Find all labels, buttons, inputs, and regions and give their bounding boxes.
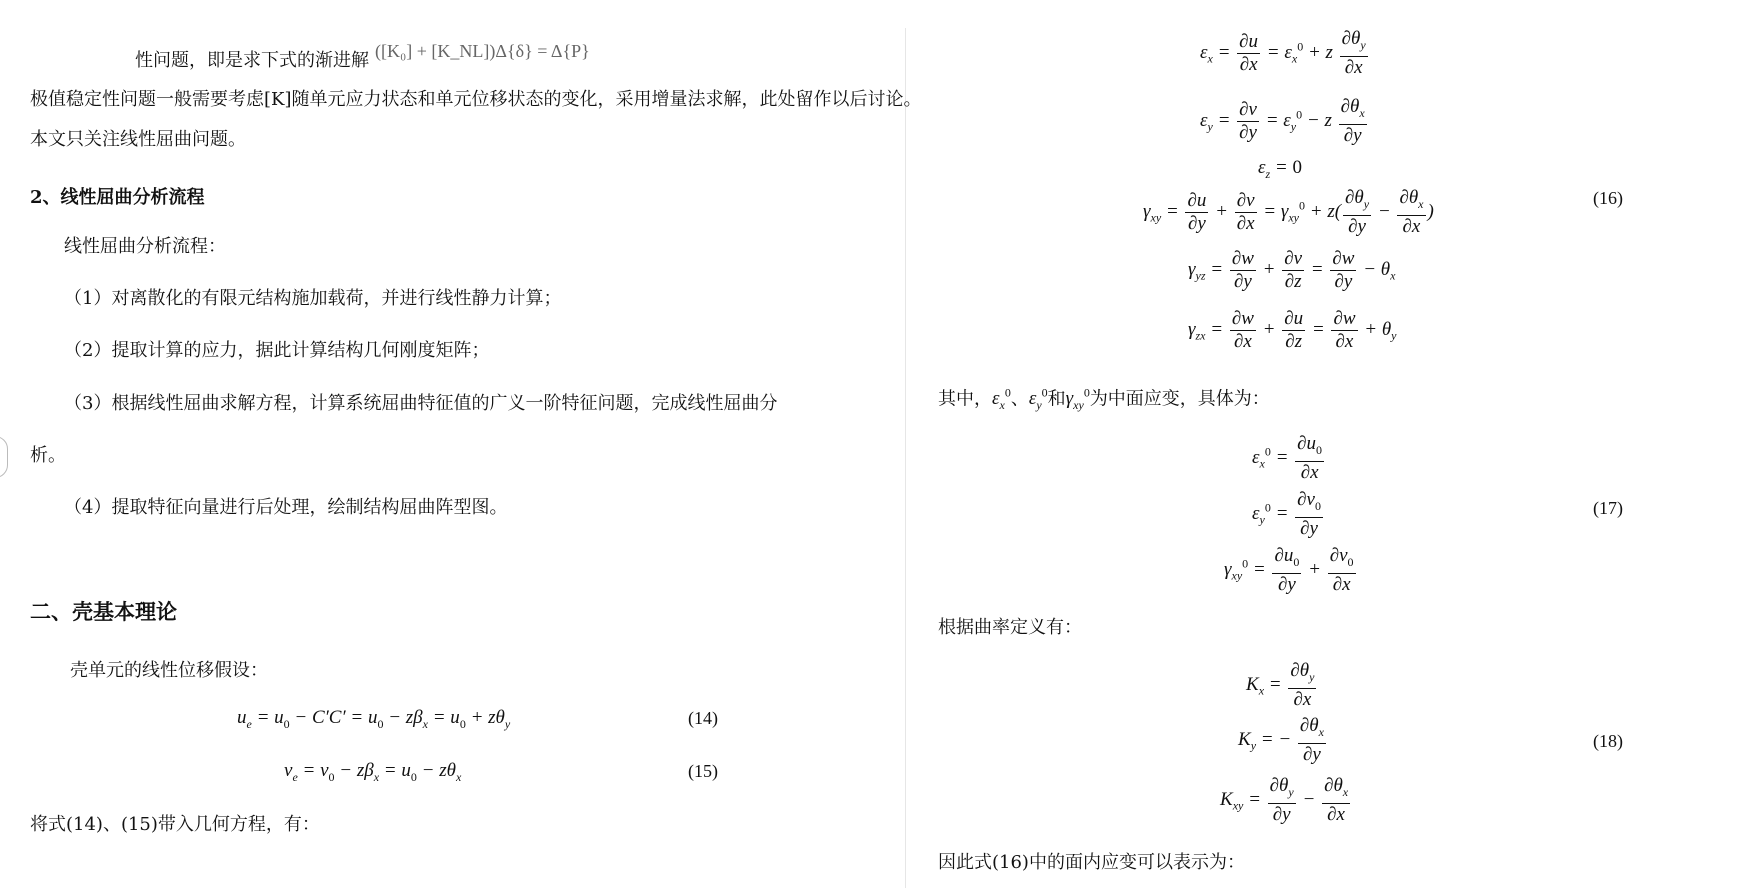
intro-line-2: 极值稳定性问题一般需要考虑[K]随单元应力状态和单元位移状态的变化，采用增量法求解，此处留作以后讨论。 xyxy=(30,89,922,110)
equation-number-15: (15) xyxy=(688,761,718,781)
equation-16-gamma-zx: $\gamma_{zx}$ = $\frac{\partial w}{\partial x}$ + $\frac{\partial u}{\partial z}$ = $\frac{\partial w}{\partial x}$ + $\theta_y$ xyxy=(1188,308,1397,352)
equation-16-gamma-xy: $\gamma_{xy}$ = $\frac{\partial u}{\partial y}$ + $\frac{\partial v}{\partial x}$ = $\gamma_{xy}^0 + z$( $\frac{\partial\theta_y}{\partial y}$ − $\frac{\partial\theta_x}{\partial x}$ ) xyxy=(1143,187,1434,237)
intro-formula: ([K₀] + [K_NL])Δ{δ} = Δ{P} xyxy=(375,41,590,61)
equation-number-17: (17) xyxy=(1593,498,1623,518)
equation-18-kxy: $K_{xy}$ = $\frac{\partial\theta_y}{\partial y}$ − $\frac{\partial\theta_x}{\partial x}$ xyxy=(1220,775,1349,825)
equation-18-kx: $K_x$ = $\frac{\partial\theta_y}{\partial x}$ xyxy=(1246,660,1315,710)
mid-surface-strain-text: 其中，$\varepsilon_x^0$、$\varepsilon_y^0$和$\gamma_{xy}^0$为中面应变，具体为： xyxy=(938,386,1270,413)
equation-14: $u_e = u_0 - C'C' = u_0 - z\beta_x = u_0 + z\theta_y$ xyxy=(237,707,511,731)
equation-16-eps-x: $\varepsilon_x$ = $\frac{\partial u}{\partial x}$ = $\varepsilon_x^0 + z$ $\frac{\partial\theta_y}{\partial x}$ xyxy=(1200,28,1366,78)
section-heading-linear-buckling: 2、线性屈曲分析流程 xyxy=(30,187,205,208)
intro-line-3: 本文只关注线性屈曲问题。 xyxy=(30,129,246,150)
curvature-text: 根据曲率定义有： xyxy=(938,617,1082,638)
flow-step-3-cont: 析。 xyxy=(30,445,66,466)
page-edge-handle[interactable] xyxy=(0,436,8,478)
closing-line: 将式(14)、(15)带入几何方程，有： xyxy=(30,814,320,835)
equation-17-gamma-xy0: $\gamma_{xy}^0$ = $\frac{\partial u_0}{\partial y}$ + $\frac{\partial v_0}{\partial x}$ xyxy=(1224,545,1354,595)
equation-18-ky: $K_y$ = − $\frac{\partial\theta_x}{\partial y}$ xyxy=(1238,715,1324,765)
equation-15: $v_e = v_0 - z\beta_x = u_0 - z\theta_x$ xyxy=(284,760,462,784)
final-text: 因此式(16)中的面内应变可以表示为： xyxy=(938,852,1245,873)
equation-17-eps-y0: $\varepsilon_y^0$ = $\frac{\partial v_0}{\partial y}$ xyxy=(1252,489,1321,539)
shell-intro: 壳单元的线性位移假设： xyxy=(70,660,268,681)
flow-step-3: （3）根据线性屈曲求解方程，计算系统屈曲特征值的广义一阶特征问题，完成线性屈曲分 xyxy=(64,393,778,414)
intro-line-1: 性问题，即是求下式的渐进解 xyxy=(135,50,369,71)
equation-16-eps-z: $\varepsilon_z = 0$ xyxy=(1258,157,1302,181)
flow-intro: 线性屈曲分析流程： xyxy=(64,236,226,257)
equation-number-16: (16) xyxy=(1593,188,1623,208)
equation-17-eps-x0: $\varepsilon_x^0$ = $\frac{\partial u_0}{\partial x}$ xyxy=(1252,433,1323,483)
flow-step-2: （2）提取计算的应力，据此计算结构几何刚度矩阵； xyxy=(64,340,490,361)
flow-step-4: （4）提取特征向量进行后处理，绘制结构屈曲阵型图。 xyxy=(64,497,508,518)
equation-number-18: (18) xyxy=(1593,731,1623,751)
chapter-heading-shell-theory: 二、壳基本理论 xyxy=(30,599,177,624)
equation-16-gamma-yz: $\gamma_{yz}$ = $\frac{\partial w}{\partial y}$ + $\frac{\partial v}{\partial z}$ = $\frac{\partial w}{\partial y}$ − $\theta_x$ xyxy=(1188,248,1396,292)
equation-number-14: (14) xyxy=(688,708,718,728)
flow-step-1: （1）对离散化的有限元结构施加载荷，并进行线性静力计算； xyxy=(64,288,562,309)
equation-16-eps-y: $\varepsilon_y$ = $\frac{\partial v}{\partial y}$ = $\varepsilon_y^0 - z$ $\frac{\partial\theta_x}{\partial y}$ xyxy=(1200,96,1365,146)
column-divider xyxy=(905,28,906,888)
